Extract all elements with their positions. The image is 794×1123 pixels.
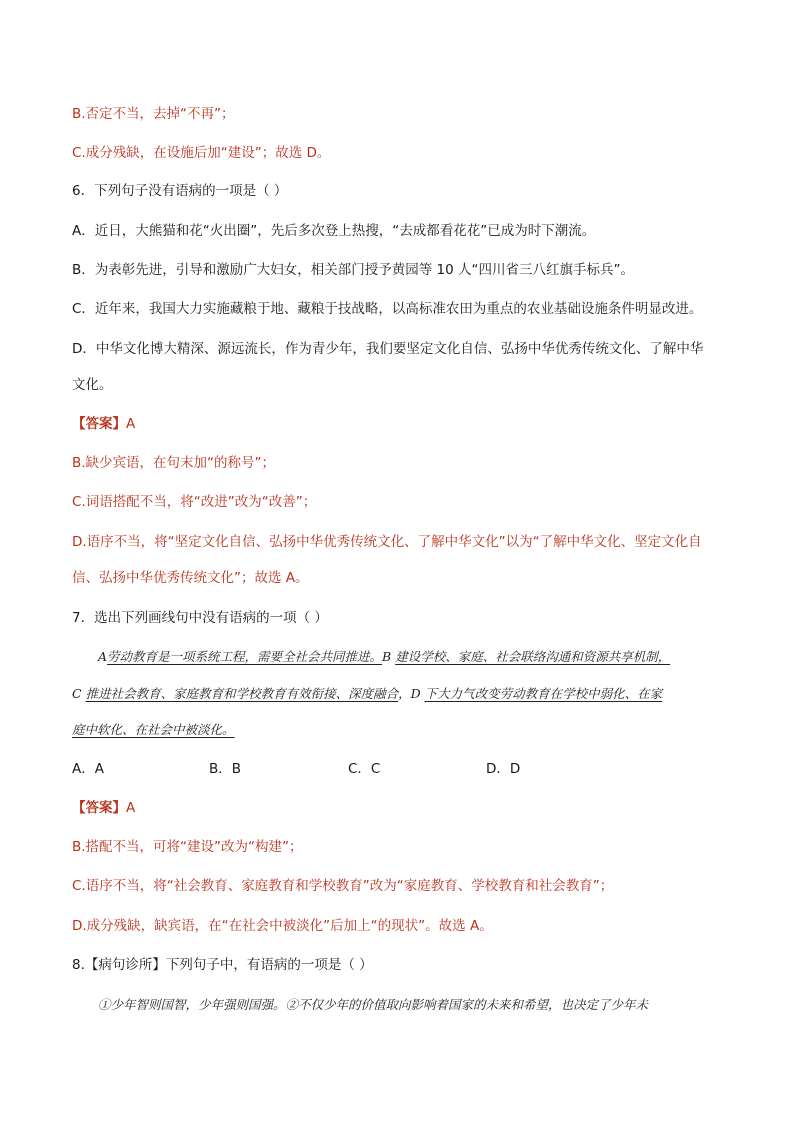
question-6-option-c: C．近年来，我国大力实施藏粮于地、藏粮于技战略，以高标准农田为重点的农业基础设施条件明显改进。 (72, 301, 703, 317)
question-8-stem: 8.【病句诊所】下列句子中，有语病的一项是（ ） (72, 957, 373, 973)
answer-value: A (126, 800, 136, 816)
answer-tag: 【答案】 (72, 800, 126, 816)
question-8-passage-line-1: ①少年智则国智，少年强则国强。②不仅少年的价值取向影响着国家的未来和希望，也决定了少年未 (98, 997, 649, 1012)
question-6-option-a: A．近日，大熊猫和花“火出圈”，先后多次登上热搜，“去成都看花花”已成为时下潮流。 (72, 223, 596, 239)
question-7-stem: 7．选出下列画线句中没有语病的一项（ ） (72, 610, 328, 626)
question-7-answer (72, 798, 724, 818)
passage-comma: ， (398, 686, 411, 701)
question-7-passage-line-3 (72, 720, 724, 740)
question-7-passage-line-2 (72, 684, 724, 704)
question-6-explanation-d: D.语序不当，将“坚定文化自信、弘扬中华优秀传统文化、了解中华文化”以为“了解中华文化、坚定文化自 (72, 534, 702, 550)
question-7-option-c: C．C (348, 761, 381, 777)
question-6-explanation-d-cont: 信、弘扬中华优秀传统文化”；故选 A。 (72, 570, 309, 586)
question-6-answer (72, 414, 724, 434)
passage-sentence-c: 推进社会教育、家庭教育和学校教育有效衔接、深度融合 (85, 686, 399, 701)
question-7-passage-line-1 (98, 647, 724, 667)
explanation-b: B.否定不当，去掉“不再”； (72, 106, 235, 122)
question-7-option-b: B．B (209, 761, 242, 777)
question-6-option-d-cont: 文化。 (72, 377, 113, 393)
question-6-explanation-c: C.词语搭配不当，将“改进”改为“改善”； (72, 494, 317, 510)
passage-sentence-b: 建设学校、家庭、社会联络沟通和资源共享机制， (395, 649, 671, 664)
explanation-c: C.成分残缺，在设施后加“建设”；故选 D。 (72, 145, 331, 161)
answer-tag: 【答案】 (72, 416, 126, 432)
answer-value: A (126, 416, 136, 432)
passage-sentence-a: 劳动教育是一项系统工程，需要全社会共同推进。 (107, 649, 383, 664)
question-7-explanation-c: C.语序不当，将“社会教育、家庭教育和学校教育”改为“家庭教育、学校教育和社会教育”； (72, 878, 614, 894)
question-6-option-d: D．中华文化博大精深、源远流长，作为青少年，我们要坚定文化自信、弘扬中华优秀传统文化、了解中华 (72, 341, 704, 357)
passage-mark-b: B (382, 649, 392, 664)
question-7-explanation-b: B.搭配不当，可将“建设”改为“构建”； (72, 839, 303, 855)
question-6-option-b: B．为表彰先进，引导和激励广大妇女，相关部门授予黄园等 10 人“四川省三八红旗手标兵”。 (72, 262, 635, 278)
question-6-explanation-b: B.缺少宾语，在句末加“的称号”； (72, 455, 276, 471)
question-7-option-d: D．D (486, 761, 521, 777)
passage-mark-d: D (410, 686, 421, 701)
question-7-option-a: A．A (72, 761, 104, 777)
passage-mark-c: C (72, 686, 82, 701)
question-7-explanation-d: D.成分残缺，缺宾语，在“在社会中被淡化”后加上“的现状”。故选 A。 (72, 918, 493, 934)
passage-sentence-d-cont: 庭中软化、在社会中被淡化。 (72, 722, 235, 737)
passage-sentence-d: 下大力气改变劳动教育在学校中弱化、在家 (424, 686, 663, 701)
passage-mark-a: A (98, 649, 108, 664)
question-6-stem: 6．下列句子没有语病的一项是（ ） (72, 183, 288, 199)
